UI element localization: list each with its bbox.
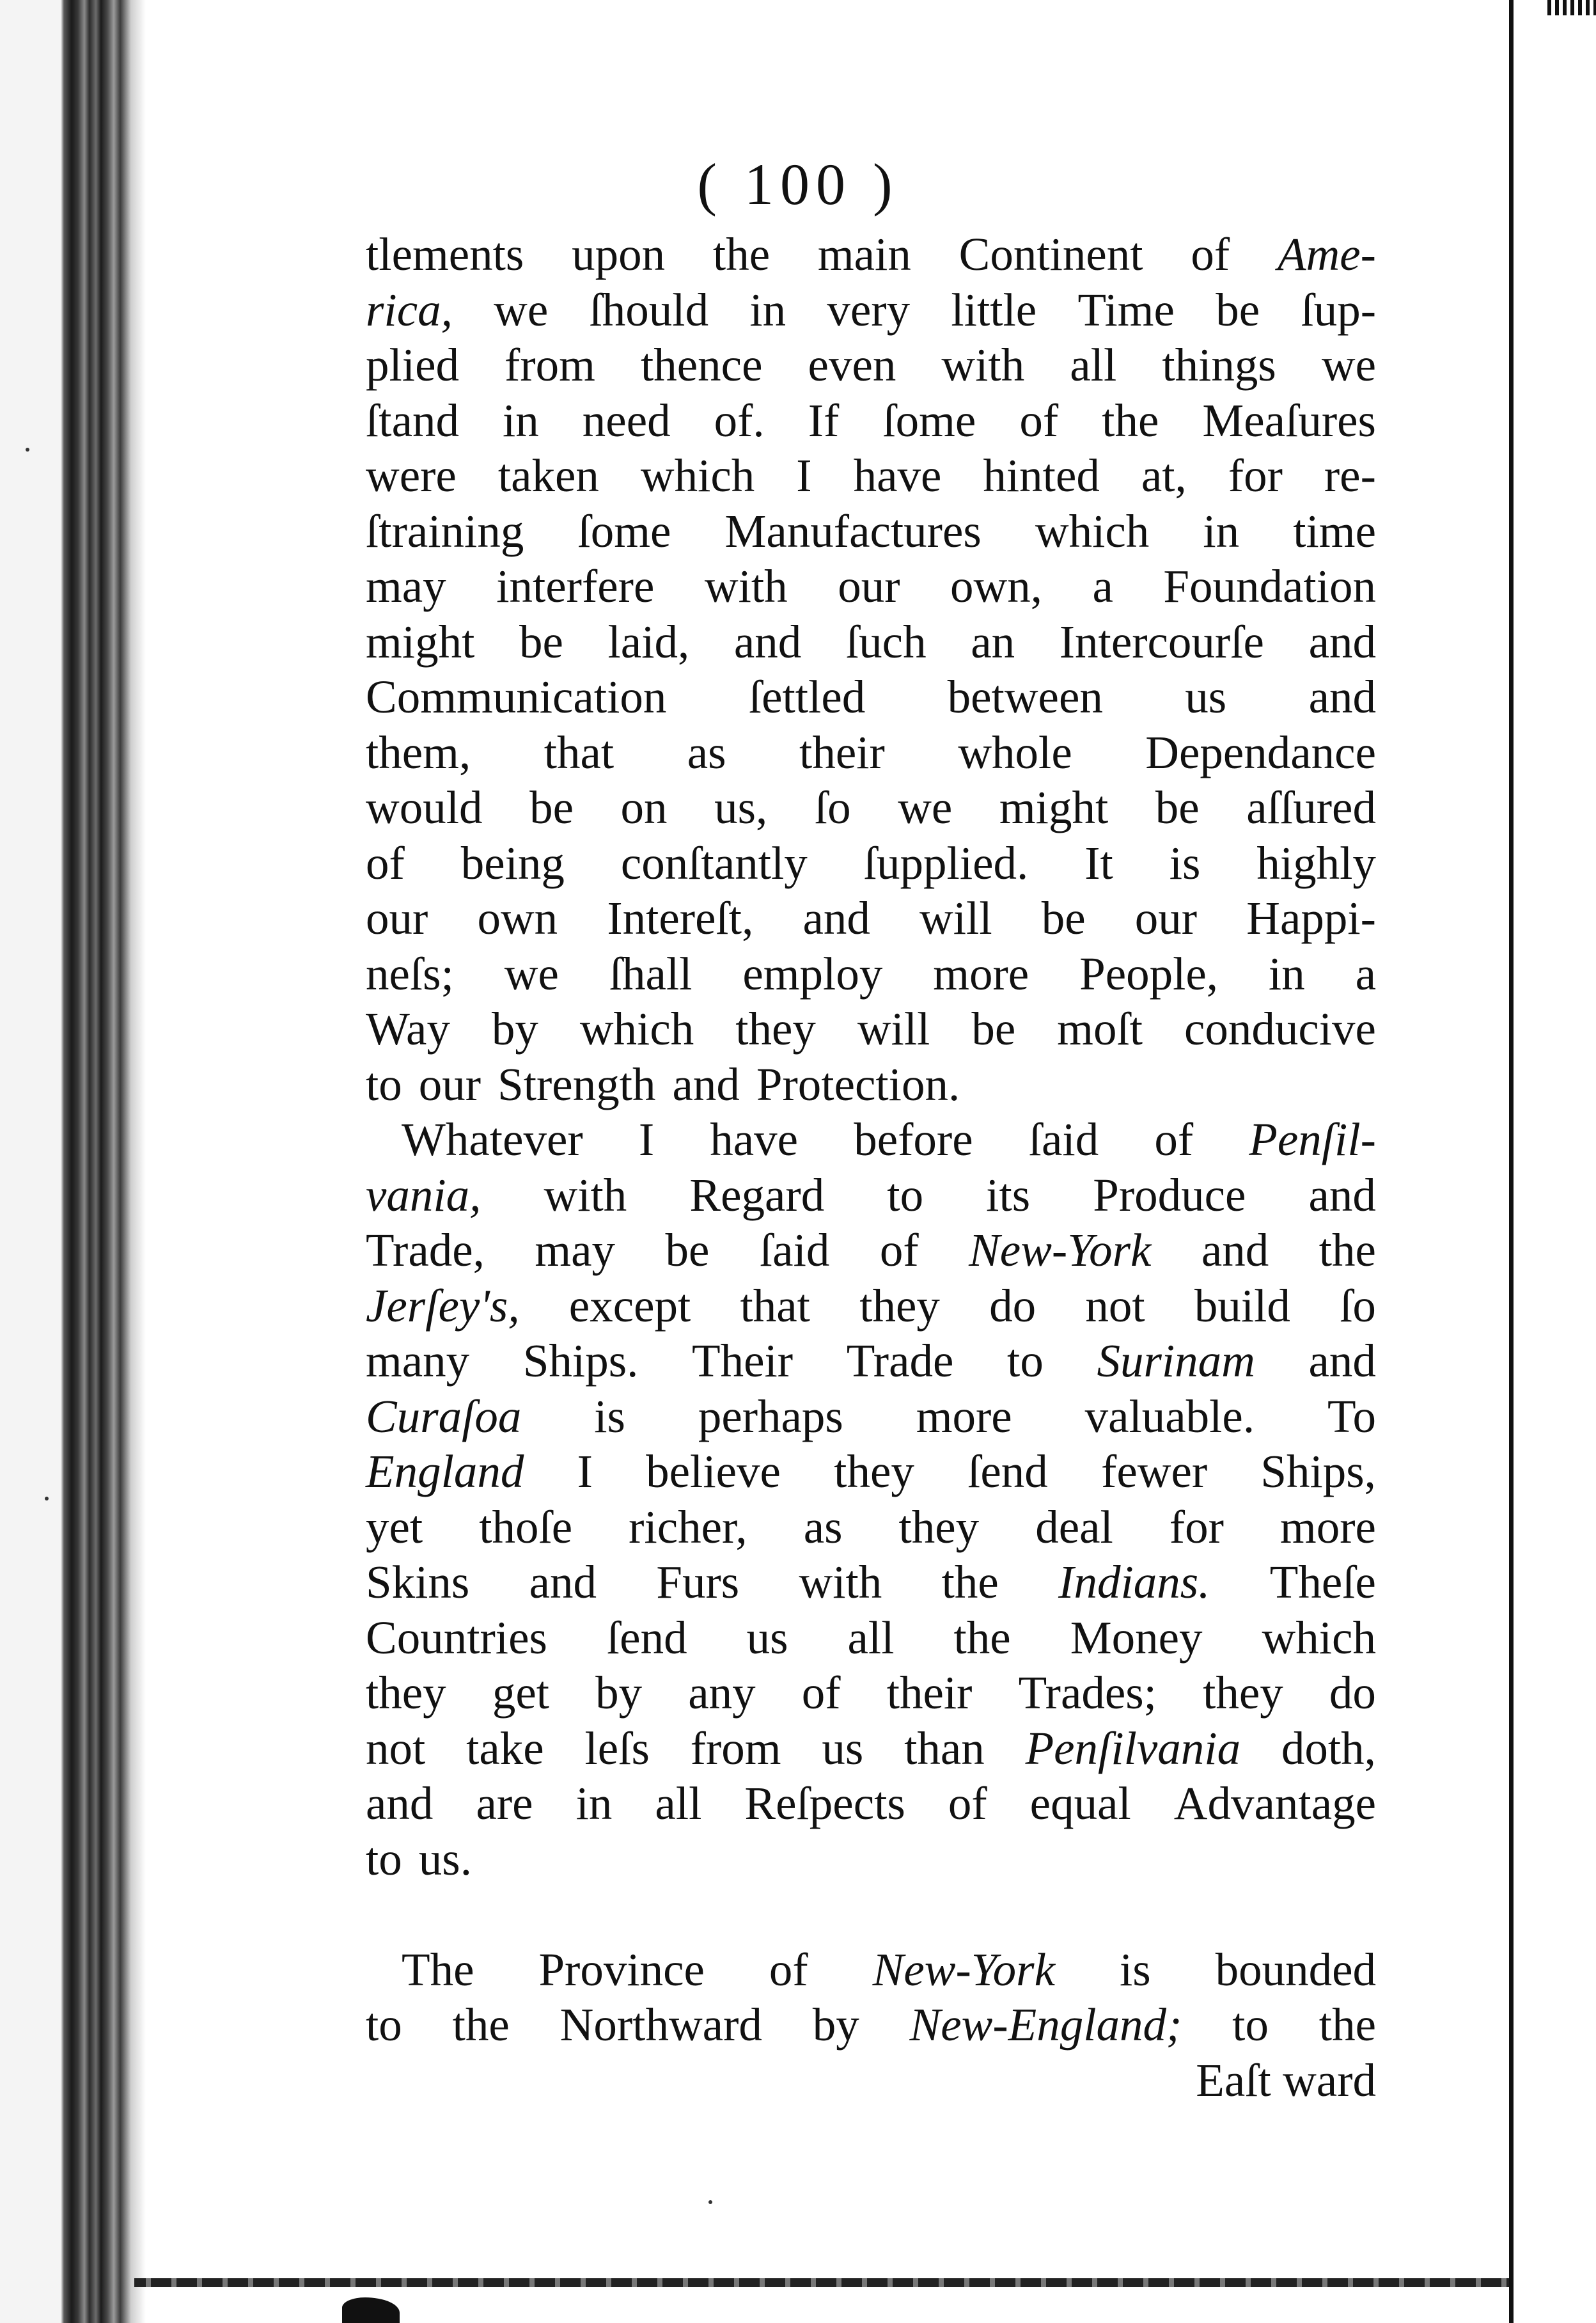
word: valuable. xyxy=(1084,1390,1255,1442)
text-line xyxy=(366,1610,1376,1666)
word: by xyxy=(812,1999,859,2051)
word: and xyxy=(1308,671,1376,723)
word: the xyxy=(953,1611,1011,1664)
word: Happi- xyxy=(1246,892,1376,944)
word: ſo xyxy=(1340,1279,1376,1332)
word: to xyxy=(887,1169,924,1221)
word: To xyxy=(1327,1390,1376,1442)
word: Trade, xyxy=(366,1224,485,1276)
paragraph xyxy=(366,227,1376,1112)
word: which xyxy=(1035,505,1150,557)
word: Strength xyxy=(497,1058,656,1110)
word: ſome xyxy=(577,505,671,557)
word: an xyxy=(971,615,1015,668)
word: is xyxy=(594,1390,625,1442)
text-line xyxy=(366,670,1376,725)
word: being xyxy=(460,837,565,889)
word: except xyxy=(568,1279,691,1332)
word: the xyxy=(712,228,771,280)
word: as xyxy=(687,726,726,778)
word: Skins xyxy=(366,1556,470,1608)
word: before xyxy=(854,1114,973,1165)
word: to xyxy=(366,1058,402,1110)
word: were xyxy=(366,450,457,501)
word: with xyxy=(704,560,788,612)
word: be xyxy=(1216,283,1260,336)
word: are xyxy=(476,1777,533,1829)
word: us. xyxy=(418,1832,472,1885)
word: we xyxy=(494,283,549,336)
text-line xyxy=(366,1444,1376,1500)
word: upon xyxy=(572,228,666,280)
text-line xyxy=(366,1776,1376,1832)
text-line xyxy=(366,891,1376,947)
word: aſſured xyxy=(1246,782,1376,833)
text-line xyxy=(366,1168,1376,1224)
text-line xyxy=(366,836,1376,892)
text-line xyxy=(366,1832,1376,1887)
word: do xyxy=(1329,1667,1376,1719)
word: Penſilvania xyxy=(1025,1722,1241,1774)
word: rica, xyxy=(366,283,453,336)
word: Theſe xyxy=(1269,1556,1376,1608)
word: taken xyxy=(497,450,599,501)
book-binding-gutter xyxy=(0,0,147,2323)
word: is xyxy=(1169,837,1201,889)
word: of xyxy=(879,1224,919,1276)
word: many xyxy=(366,1335,470,1387)
word: be xyxy=(1041,892,1086,944)
word: yet xyxy=(366,1500,423,1553)
paragraph-gap xyxy=(366,1887,1376,1942)
word: to xyxy=(366,1999,402,2051)
word: re- xyxy=(1324,450,1376,501)
word: be xyxy=(971,1003,1016,1055)
word: us xyxy=(1185,671,1227,723)
word: New-England; xyxy=(909,1999,1182,2051)
word: between xyxy=(947,671,1103,723)
paragraph xyxy=(366,1112,1376,1887)
word: I xyxy=(577,1445,593,1497)
word: at, xyxy=(1141,450,1187,501)
word: more xyxy=(916,1390,1012,1442)
word: more xyxy=(933,947,1029,1000)
word: England xyxy=(366,1445,524,1497)
catchword: Eaſt ward xyxy=(1196,2054,1376,2106)
word: Communication xyxy=(366,671,667,723)
word: by xyxy=(491,1003,538,1055)
word: as xyxy=(803,1500,843,1553)
word: the xyxy=(452,1999,510,2051)
word: and xyxy=(672,1058,740,1110)
word: they xyxy=(366,1667,446,1719)
word: of. xyxy=(714,394,765,446)
word: may xyxy=(366,560,446,612)
word: be xyxy=(1155,782,1200,833)
word: conducive xyxy=(1184,1003,1376,1055)
text-line xyxy=(366,338,1376,393)
text-line xyxy=(366,1555,1376,1610)
word: leſs xyxy=(584,1722,650,1774)
word: and xyxy=(733,615,802,668)
word: of xyxy=(1019,394,1059,446)
word: deal xyxy=(1035,1500,1113,1553)
word: all xyxy=(1070,339,1117,391)
word: they xyxy=(834,1445,914,1497)
word: its xyxy=(986,1169,1031,1221)
word: laid, xyxy=(607,615,690,668)
word: ſupplied. xyxy=(863,837,1029,889)
word: neſs; xyxy=(366,947,454,1000)
word: conſtantly xyxy=(620,837,808,889)
word: with xyxy=(544,1169,627,1221)
word: for xyxy=(1228,450,1283,501)
word: be xyxy=(519,615,563,668)
word: our xyxy=(366,892,428,944)
word: and xyxy=(1308,615,1376,668)
text-line xyxy=(366,1112,1376,1168)
word: be xyxy=(529,782,574,833)
word: we xyxy=(898,782,953,833)
word: need xyxy=(582,394,671,446)
word: ſend xyxy=(606,1611,687,1664)
word: Curaſoa xyxy=(366,1390,522,1442)
word: our xyxy=(838,560,900,612)
word: might xyxy=(366,615,475,668)
text-line xyxy=(366,1057,1376,1113)
text-line xyxy=(366,393,1376,449)
word: employ xyxy=(742,947,883,1000)
word: Trades; xyxy=(1018,1667,1157,1719)
word: in xyxy=(1268,947,1305,1000)
text-line xyxy=(366,780,1376,836)
word: Northward xyxy=(559,1999,762,2051)
word: and xyxy=(1308,1169,1376,1221)
word: of xyxy=(948,1777,987,1829)
word: It xyxy=(1084,837,1113,889)
text-line xyxy=(366,1997,1376,2053)
word: Ships, xyxy=(1260,1445,1376,1497)
word: the xyxy=(1318,1999,1376,2051)
word: of xyxy=(1154,1114,1194,1165)
word: in xyxy=(1203,505,1240,557)
word: ſtand xyxy=(366,394,459,446)
word: in xyxy=(575,1777,613,1829)
text-line xyxy=(366,1223,1376,1279)
word: fewer xyxy=(1101,1445,1208,1497)
word: equal xyxy=(1029,1777,1131,1829)
word: Jerſey's, xyxy=(366,1279,520,1332)
word: be xyxy=(665,1224,710,1276)
word: to xyxy=(1007,1335,1044,1387)
word: and xyxy=(529,1556,597,1608)
word: the xyxy=(1318,1224,1376,1276)
word: ſo xyxy=(814,782,851,833)
word: take xyxy=(466,1722,544,1774)
word: Intercourſe xyxy=(1059,615,1264,668)
word: with xyxy=(799,1556,882,1608)
text-line xyxy=(366,1002,1376,1057)
word: get xyxy=(492,1667,549,1719)
word: any xyxy=(688,1667,756,1719)
word: have xyxy=(853,450,942,501)
word: their xyxy=(886,1667,973,1719)
word: and xyxy=(1308,1335,1376,1387)
word: People, xyxy=(1079,947,1219,1000)
text-line xyxy=(366,559,1376,615)
word: Trade xyxy=(846,1335,954,1387)
word: richer, xyxy=(629,1500,747,1553)
speck xyxy=(708,2200,712,2204)
text-line xyxy=(366,1334,1376,1389)
text-line xyxy=(366,1665,1376,1721)
word: on xyxy=(620,782,668,833)
word: little xyxy=(951,283,1037,336)
word: our xyxy=(418,1058,481,1110)
word: in xyxy=(749,283,786,336)
word: us, xyxy=(714,782,768,833)
word: main xyxy=(817,228,911,280)
word: Time xyxy=(1077,283,1175,336)
edge-mark xyxy=(1547,0,1596,15)
word: might xyxy=(999,782,1109,833)
word: all xyxy=(655,1777,702,1829)
word: ſuch xyxy=(845,615,927,668)
word: build xyxy=(1194,1279,1290,1332)
word: thoſe xyxy=(479,1500,573,1553)
text-line xyxy=(366,227,1376,283)
word: The xyxy=(402,1943,474,1996)
word: from xyxy=(690,1722,781,1774)
word: New-York xyxy=(872,1943,1055,1996)
word: Penſil- xyxy=(1249,1114,1376,1165)
word: tlements xyxy=(366,228,524,280)
word: Intereſt, xyxy=(607,892,754,944)
word: a xyxy=(1355,947,1376,1000)
word: Ships. xyxy=(522,1335,639,1387)
word: interfere xyxy=(496,560,655,612)
word: of xyxy=(366,837,405,889)
word: vania, xyxy=(366,1169,481,1221)
word: us xyxy=(746,1611,788,1664)
word: doth, xyxy=(1281,1722,1376,1774)
text-line xyxy=(366,725,1376,781)
word: which xyxy=(579,1003,694,1055)
word: would xyxy=(366,782,483,833)
word: they xyxy=(859,1279,940,1332)
word: Protection. xyxy=(756,1058,960,1110)
word: ſome xyxy=(882,394,976,446)
word: us xyxy=(822,1722,864,1774)
word: which xyxy=(1262,1611,1376,1664)
word: of xyxy=(1191,228,1230,280)
word: and xyxy=(802,892,870,944)
right-margin xyxy=(1514,0,1596,2323)
word: in xyxy=(502,394,539,446)
word: do xyxy=(989,1279,1037,1332)
word: perhaps xyxy=(698,1390,843,1442)
word: from xyxy=(505,339,595,391)
word: ſhould xyxy=(589,283,709,336)
word: ſettled xyxy=(748,671,866,723)
text-line xyxy=(366,947,1376,1002)
word: Advantage xyxy=(1173,1777,1376,1829)
word: moſt xyxy=(1057,1003,1143,1055)
text-line xyxy=(366,1279,1376,1334)
text-line xyxy=(366,448,1376,504)
word: even xyxy=(808,339,896,391)
word: our xyxy=(1134,892,1198,944)
word: Way xyxy=(366,1003,450,1055)
word: plied xyxy=(366,339,459,391)
word: If xyxy=(808,394,840,446)
word: believe xyxy=(646,1445,781,1497)
word: Foundation xyxy=(1163,560,1376,612)
word: Indians. xyxy=(1058,1556,1210,1608)
word: they xyxy=(898,1500,980,1553)
word: than xyxy=(904,1722,985,1774)
word: is xyxy=(1119,1943,1151,1996)
word: ſtraining xyxy=(366,505,524,557)
word: very xyxy=(827,283,911,336)
word: their xyxy=(799,726,885,778)
word: by xyxy=(595,1667,643,1719)
word: Reſpects xyxy=(744,1777,905,1829)
word: time xyxy=(1293,505,1376,557)
word: Produce xyxy=(1093,1169,1246,1221)
word: all xyxy=(847,1611,895,1664)
word: and xyxy=(1201,1224,1269,1276)
word: own, xyxy=(950,560,1042,612)
word: they xyxy=(735,1003,816,1055)
word: we xyxy=(1321,339,1376,391)
text-line xyxy=(366,504,1376,560)
word: ſend xyxy=(967,1445,1048,1497)
word: the xyxy=(941,1556,999,1608)
word: them, xyxy=(366,726,471,778)
word: thence xyxy=(641,339,763,391)
word: I xyxy=(638,1114,655,1165)
word: New-York xyxy=(969,1224,1152,1276)
body-text xyxy=(366,227,1376,2108)
bottom-scan-edge xyxy=(134,2278,1509,2287)
word: own xyxy=(477,892,558,944)
word: Meaſures xyxy=(1202,394,1376,446)
word: not xyxy=(1085,1279,1145,1332)
word: ſaid xyxy=(759,1224,830,1276)
word: Their xyxy=(692,1335,794,1387)
word: not xyxy=(366,1722,426,1774)
word: things xyxy=(1162,339,1276,391)
text-line xyxy=(366,1389,1376,1445)
text-line xyxy=(366,1942,1376,1998)
word: hinted xyxy=(983,450,1100,501)
word: they xyxy=(1203,1667,1283,1719)
paragraph xyxy=(366,1942,1376,2053)
word: with xyxy=(941,339,1025,391)
word: Whatever xyxy=(402,1114,583,1165)
word: I xyxy=(796,450,812,501)
word: ſaid xyxy=(1028,1114,1099,1165)
word: Regard xyxy=(689,1169,825,1221)
speck xyxy=(26,448,29,452)
word: highly xyxy=(1256,837,1376,889)
word: Ame- xyxy=(1277,228,1376,280)
word: that xyxy=(740,1279,810,1332)
word: Dependance xyxy=(1145,726,1376,778)
word: Countries xyxy=(366,1611,547,1664)
word: Money xyxy=(1070,1611,1203,1664)
word: Province xyxy=(538,1943,705,1996)
word: the xyxy=(1102,394,1159,446)
text-line xyxy=(366,283,1376,338)
text-line xyxy=(366,1500,1376,1555)
page-edge-rule xyxy=(1509,0,1514,2323)
word: a xyxy=(1092,560,1113,612)
word: which xyxy=(640,450,755,501)
word: to xyxy=(366,1832,402,1885)
page-number: ( 100 ) xyxy=(697,152,899,217)
word: ſhall xyxy=(609,947,692,1000)
word: bounded xyxy=(1215,1943,1376,1996)
word: of xyxy=(801,1667,841,1719)
word: to xyxy=(1232,1999,1269,2051)
text-line xyxy=(366,615,1376,670)
word: whole xyxy=(958,726,1072,778)
word: Manufactures xyxy=(724,505,982,557)
word: that xyxy=(544,726,614,778)
word: will xyxy=(919,892,992,944)
speck xyxy=(45,1497,49,1500)
word: Surinam xyxy=(1097,1335,1255,1387)
word: Continent xyxy=(958,228,1143,280)
word: of xyxy=(769,1943,808,1996)
word: more xyxy=(1279,1500,1376,1553)
word: ſup- xyxy=(1301,283,1376,336)
word: may xyxy=(535,1224,616,1276)
text-line xyxy=(366,1721,1376,1777)
word: for xyxy=(1169,1500,1224,1553)
word: Furs xyxy=(656,1556,740,1608)
word: will xyxy=(857,1003,930,1055)
ink-smudge xyxy=(342,2297,400,2323)
word: we xyxy=(504,947,559,1000)
catchword-line xyxy=(366,2053,1376,2109)
word: have xyxy=(710,1114,799,1165)
word: and xyxy=(366,1777,434,1829)
